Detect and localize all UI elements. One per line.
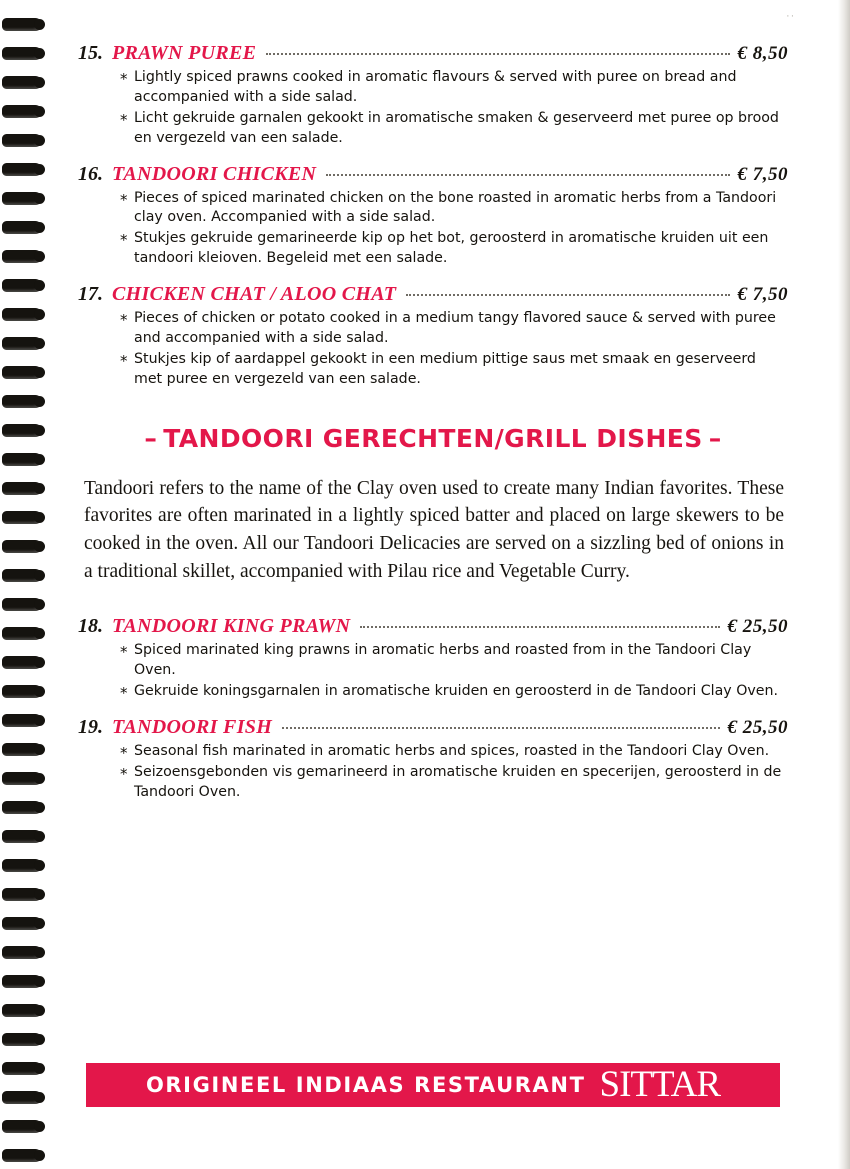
spiral-ring bbox=[2, 1004, 42, 1017]
section-title: TANDOORI GERECHTEN/GRILL DISHES bbox=[163, 423, 703, 453]
dish-description-nl: * Gekruide koningsgarnalen in aromatische kruiden en geroosterd in de Tandoori Clay Oven. bbox=[120, 682, 788, 702]
dish-number: 15. bbox=[78, 42, 103, 64]
section-intro-text: Tandoori refers to the name of the Clay oven used to create many Indian favorites. These favorites are often marinated in a lightly spiced batter and placed on large skewers to be cooked in the oven. All our Tandoori Delicacies are served on a sizzling bed of onions in a traditional skillet, accompanied with Pilau rice and Vegetable Curry. bbox=[84, 477, 784, 582]
dish-item[interactable] bbox=[78, 716, 788, 803]
dish-header bbox=[78, 163, 788, 186]
spiral-ring bbox=[2, 946, 42, 959]
dish-description-list bbox=[120, 641, 788, 702]
leader-dots bbox=[282, 726, 719, 729]
spiral-ring bbox=[2, 859, 42, 872]
dish-description-list bbox=[120, 742, 788, 803]
page-edge-shadow bbox=[838, 0, 850, 1169]
spiral-ring bbox=[2, 308, 42, 321]
leader-dots bbox=[326, 173, 729, 176]
spiral-ring bbox=[2, 743, 42, 756]
dish-list-bottom bbox=[78, 615, 788, 802]
spiral-ring bbox=[2, 134, 42, 147]
dish-name: TANDOORI KING PRAWN bbox=[112, 615, 351, 638]
corner-mark: ·· bbox=[786, 10, 796, 22]
dish-name: TANDOORI FISH bbox=[112, 715, 273, 738]
spiral-ring bbox=[2, 221, 42, 234]
restaurant-logo: SITTAR bbox=[599, 1063, 721, 1105]
dish-description-list bbox=[120, 309, 788, 390]
spiral-ring bbox=[2, 192, 42, 205]
section-heading bbox=[78, 424, 788, 453]
dish-name: PRAWN PUREE bbox=[112, 42, 257, 64]
dish-number: 18. bbox=[78, 615, 103, 638]
dish-price: € 25,50 bbox=[727, 616, 788, 638]
dish-description-en: * Spiced marinated king prawns in aromatic herbs and roasted from in the Tandoori Clay Oven. bbox=[120, 641, 788, 681]
spiral-ring bbox=[2, 830, 42, 843]
spiral-ring bbox=[2, 1033, 42, 1046]
dish-header bbox=[78, 716, 788, 739]
dish-price: € 7,50 bbox=[737, 163, 788, 185]
leader-dots bbox=[406, 293, 729, 296]
spiral-ring bbox=[2, 888, 42, 901]
dish-price: € 25,50 bbox=[727, 716, 788, 738]
dish-header bbox=[78, 42, 788, 65]
dish-price: € 7,50 bbox=[737, 284, 788, 305]
dish-number: 19. bbox=[78, 715, 103, 738]
heading-dash-right: – bbox=[708, 423, 722, 453]
spiral-ring bbox=[2, 366, 42, 379]
dish-price: € 8,50 bbox=[737, 43, 788, 64]
spiral-ring bbox=[2, 105, 42, 118]
dish-description-nl: * Licht gekruide garnalen gekookt in aromatische smaken & geserveerd met puree op brood en vergezeld van een salade. bbox=[120, 109, 788, 149]
dish-description-list bbox=[120, 68, 788, 149]
menu-page-content bbox=[78, 0, 808, 1169]
spiral-ring bbox=[2, 540, 42, 553]
dish-item[interactable] bbox=[78, 163, 788, 270]
spiral-ring bbox=[2, 1120, 42, 1133]
dish-list-top bbox=[78, 42, 788, 817]
dish-item[interactable] bbox=[78, 42, 788, 149]
dish-description-en: * Seasonal fish marinated in aromatic herbs and spices, roasted in the Tandoori Clay Oven. bbox=[120, 742, 788, 762]
footer-tagline: ORIGINEEL INDIAAS RESTAURANT bbox=[145, 1073, 586, 1097]
spiral-binding bbox=[0, 0, 52, 1169]
spiral-ring bbox=[2, 337, 42, 350]
dish-description-nl: * Stukjes kip of aardappel gekookt in een medium pittige saus met smaak en geserveerd met puree en vergezeld van een salade. bbox=[120, 350, 788, 390]
dish-name: TANDOORI CHICKEN bbox=[112, 162, 317, 185]
spiral-ring bbox=[2, 279, 42, 292]
spiral-ring bbox=[2, 453, 42, 466]
spiral-ring bbox=[2, 1091, 42, 1104]
spiral-ring bbox=[2, 685, 42, 698]
leader-dots bbox=[360, 625, 719, 628]
dish-description-en: * Lightly spiced prawns cooked in aromatic flavours & served with puree on bread and accompanied with a side salad. bbox=[120, 68, 788, 108]
dish-number: 16. bbox=[78, 162, 103, 185]
spiral-ring bbox=[2, 917, 42, 930]
spiral-ring bbox=[2, 656, 42, 669]
dish-header bbox=[78, 283, 788, 306]
spiral-ring bbox=[2, 76, 42, 89]
spiral-ring bbox=[2, 975, 42, 988]
spiral-ring bbox=[2, 482, 42, 495]
dish-header bbox=[78, 615, 788, 638]
dish-description-en: * Pieces of chicken or potato cooked in a medium tangy flavored sauce & served with puree and accompanied with a side salad. bbox=[120, 309, 788, 349]
dish-item[interactable] bbox=[78, 283, 788, 390]
spiral-ring bbox=[2, 250, 42, 263]
dish-name: CHICKEN CHAT / ALOO CHAT bbox=[112, 283, 397, 305]
spiral-ring bbox=[2, 714, 42, 727]
dish-description-list bbox=[120, 189, 788, 270]
spiral-ring bbox=[2, 47, 42, 60]
dish-item[interactable] bbox=[78, 615, 788, 702]
spiral-ring bbox=[2, 163, 42, 176]
leader-dots bbox=[266, 52, 729, 55]
spiral-ring bbox=[2, 598, 42, 611]
heading-dash-left: – bbox=[144, 423, 158, 453]
spiral-ring bbox=[2, 569, 42, 582]
footer-banner bbox=[86, 1063, 780, 1107]
dish-description-en: * Pieces of spiced marinated chicken on the bone roasted in aromatic herbs from a Tandoori clay oven. Accompanied with a side salad. bbox=[120, 189, 788, 229]
spiral-ring bbox=[2, 1149, 42, 1162]
spiral-ring bbox=[2, 18, 42, 31]
dish-number: 17. bbox=[78, 283, 103, 305]
dish-description-nl: * Stukjes gekruide gemarineerde kip op het bot, geroosterd in aromatische kruiden uit een tandoori kleioven. Begeleid met een salade. bbox=[120, 229, 788, 269]
spiral-ring bbox=[2, 1062, 42, 1075]
spiral-ring bbox=[2, 424, 42, 437]
spiral-ring bbox=[2, 395, 42, 408]
spiral-ring bbox=[2, 627, 42, 640]
spiral-ring bbox=[2, 511, 42, 524]
dish-description-nl: * Seizoensgebonden vis gemarineerd in aromatische kruiden en specerijen, geroosterd in de Tandoori Oven. bbox=[120, 763, 788, 803]
spiral-ring bbox=[2, 801, 42, 814]
spiral-ring bbox=[2, 772, 42, 785]
